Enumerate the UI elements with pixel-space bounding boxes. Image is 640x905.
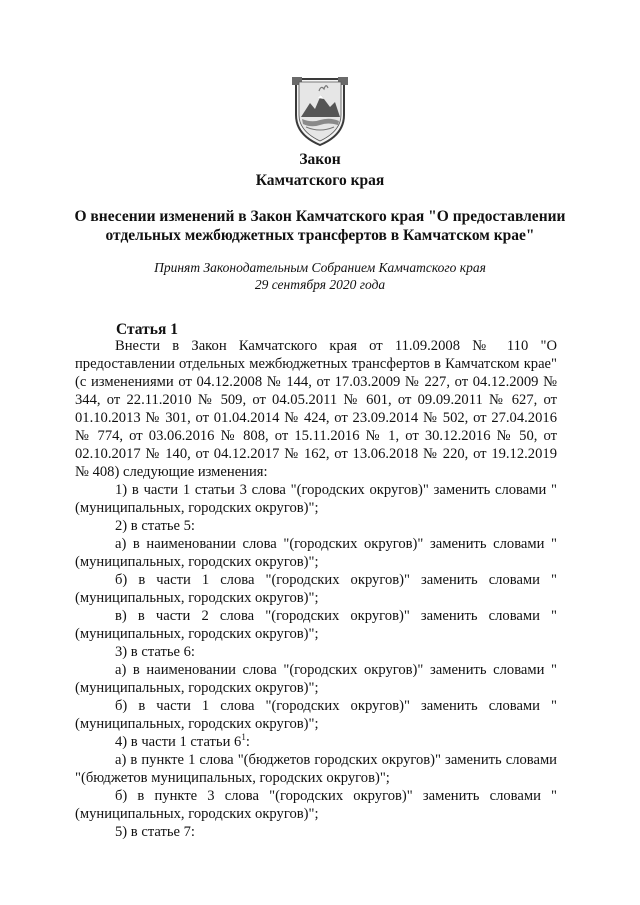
item-4-suffix: :	[245, 734, 250, 750]
law-heading-line-2: отдельных межбюджетных трансфертов в Камчатском крае"	[105, 227, 535, 244]
document-title: Закон	[299, 151, 341, 168]
list-item: 5) в статье 7:	[115, 824, 195, 840]
adoption-date: 29 сентября 2020 года	[254, 277, 386, 292]
list-item: в) в части 2 слова "(городских округов)" заменить словами "(муниципальных, городских округов)";	[75, 608, 557, 642]
list-item	[75, 733, 557, 751]
list-item: а) в пункте 1 слова "(бюджетов городских округов)" заменить словами "(бюджетов муниципальных, городских округов)";	[75, 752, 557, 786]
list-item: б) в части 1 слова "(городских округов)" заменить словами "(муниципальных, городских округов)";	[75, 572, 557, 606]
article-intro: Внести в Закон Камчатского края от 11.09.2008 № 110 "О предоставлении отдельных межбюджетных трансфертов в Камчатском крае" (с изменениями от 04.12.2008 № 144, от 17.03.2009 № 227, от 04.12.2009 № 344, от 22.11.2010 № 509, от 04.05.2011 № 601, от 09.09.2011 № 627, от 01.10.2013 № 301, от 01.04.2014 № 424, от 23.09.2014 № 502, от 27.04.2016 № 774, от 03.06.2016 № 808, от 15.11.2016 № 1, от 30.12.2016 № 50, от 02.10.2017 № 140, от 04.12.2017 № 162, от 13.06.2018 № 220, от 19.12.2019 № 408) следующие изменения:	[75, 338, 557, 480]
list-item: а) в наименовании слова "(городских округов)" заменить словами "(муниципальных, городских округов)";	[75, 536, 557, 570]
list-item: 3) в статье 6:	[115, 644, 195, 660]
article-title: Статья 1	[116, 321, 178, 338]
law-heading	[60, 207, 580, 245]
adoption-note-line-1: Принят Законодательным Собранием Камчатского края	[154, 260, 486, 275]
document-subtitle: Камчатского края	[255, 172, 385, 189]
list-item: б) в пункте 3 слова "(городских округов)" заменить словами "(муниципальных, городских округов)";	[75, 788, 557, 822]
list-item: б) в части 1 слова "(городских округов)" заменить словами "(муниципальных, городских округов)";	[75, 698, 557, 732]
list-item: 2) в статье 5:	[115, 518, 195, 534]
adoption-note	[0, 259, 640, 293]
law-heading-line-1: О внесении изменений в Закон Камчатского края "О предоставлении	[74, 208, 566, 225]
item-4-superscript: 1	[241, 732, 246, 743]
kamchatka-coat-of-arms-icon	[288, 73, 352, 148]
article-body	[75, 337, 557, 841]
item-4-text: 4) в части 1 статьи 6	[115, 734, 242, 750]
list-item: 1) в части 1 статьи 3 слова "(городских округов)" заменить словами "(муниципальных, городских округов)";	[75, 482, 557, 516]
list-item: а) в наименовании слова "(городских округов)" заменить словами "(муниципальных, городских округов)";	[75, 662, 557, 696]
